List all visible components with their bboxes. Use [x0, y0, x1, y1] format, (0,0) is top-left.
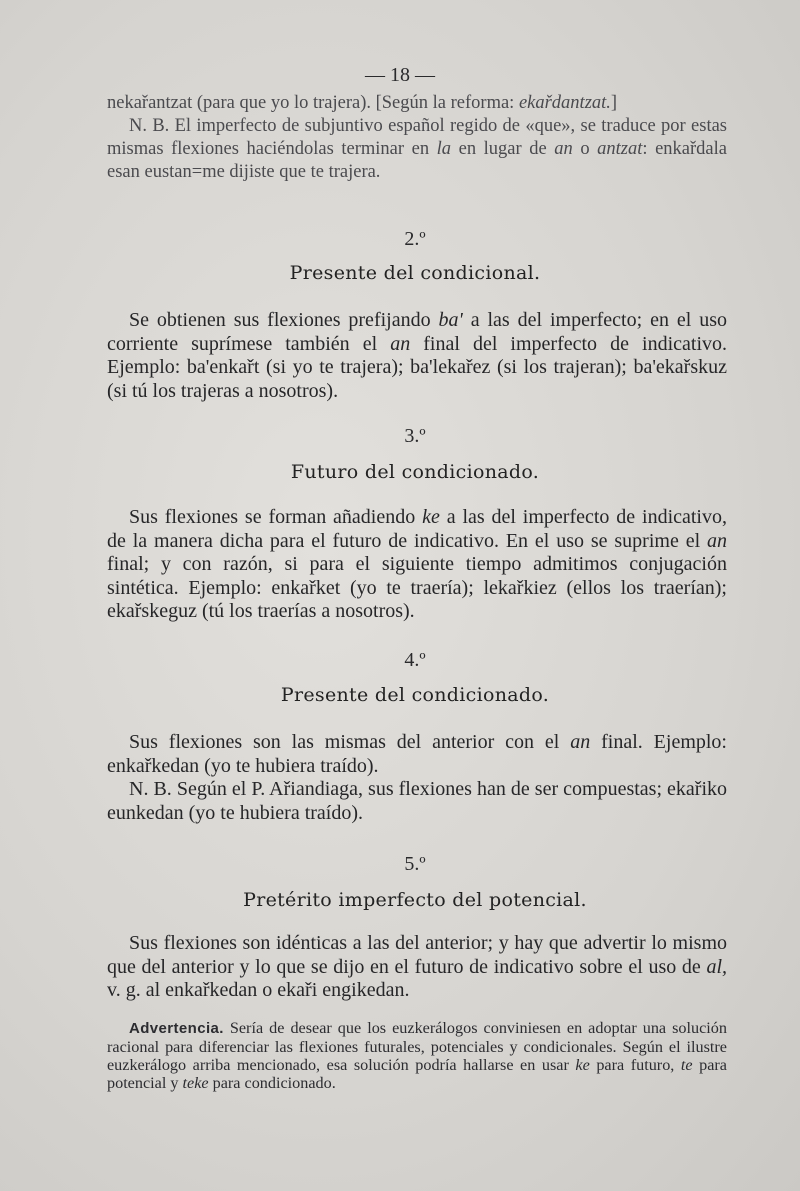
footnote — [107, 1019, 727, 1092]
nb-text: en lugar de — [451, 139, 555, 159]
section-body — [107, 309, 727, 403]
section-heading: Pretérito imperfecto del potencial. — [243, 889, 587, 911]
nb-paragraph: N. B. Según el P. Ařiandiaga, sus flexiones han de ser compuestas; ekařiko eunkedan (yo te hubiera traído). — [107, 778, 727, 824]
section-heading: Presente del condicionado. — [280, 684, 550, 706]
section-body — [107, 731, 727, 825]
section-number: 2.º — [404, 228, 426, 250]
section-body — [107, 506, 727, 624]
nb-italic-la: la — [436, 139, 452, 159]
nb-italic-antzat: antzat — [597, 139, 643, 159]
nb-text: o — [572, 139, 598, 159]
intro-block — [107, 92, 727, 184]
section-paragraph: Sus flexiones son las mismas del anterior con el an final. Ejemplo: enkařkedan (yo te hubiera traído). — [107, 731, 727, 777]
nb-paragraph — [107, 115, 727, 184]
section-number: 3.º — [404, 425, 426, 447]
section-number: 5.º — [404, 853, 426, 875]
section-paragraph: Se obtienen sus flexiones prefijando ba' a las del imperfecto; en el uso corriente suprímese también el an final del imperfecto de indicativo. Ejemplo: ba'enkařt (si yo te trajera); ba'lekařez (si los trajeran); ba'ekařskuz (si tú los trajeras a nosotros). — [107, 309, 727, 402]
nb-italic-an: an — [554, 139, 573, 159]
footnote-paragraph: Advertencia. Sería de desear que los euzkerálogos conviniesen en adoptar una solución racional para diferenciar las flexiones futurales, potenciales y condicionales. Según el ilustre euzkerálogo arriba mencionado, esa solución podría hallarse en usar ke para futuro, te para potencial y teke para condicionado. — [107, 1019, 727, 1092]
intro-paragraph — [107, 92, 727, 115]
section-paragraph: Sus flexiones son idénticas a las del anterior; y hay que advertir lo mismo que del anterior y lo que se dijo en el futuro de indicativo sobre el uso de al, v. g. al enkařkedan o ekaři engikedan. — [107, 932, 727, 1001]
section-number: 4.º — [404, 649, 426, 671]
footnote-label: Advertencia. — [129, 1020, 224, 1037]
page-number: — 18 — — [365, 64, 435, 86]
section-heading: Presente del condicional. — [289, 262, 541, 284]
intro-bracket: ] — [610, 93, 618, 113]
section-heading: Futuro del condicionado. — [290, 461, 540, 483]
reform-word: ekařdantzat. — [518, 93, 611, 113]
section-body — [107, 932, 727, 1003]
intro-text: nekařantzat (para que yo lo trajera). [Según la reforma: — [107, 93, 519, 113]
nb-text: N. B. El imperfecto de subjuntivo español regido de «que», se traduce por estas mismas flexiones haciéndolas terminar en — [107, 116, 727, 159]
nb-text: : enkařdala esan eustan=me dijiste que te trajera. — [107, 139, 727, 182]
section-paragraph: Sus flexiones se forman añadiendo ke a las del imperfecto de indicativo, de la manera dicha para el futuro de indicativo. En el uso se suprime el an final; y con razón, si para el siguiente tiempo admitimos conjugación sintética. Ejemplo: enkařket (yo te traería); lekařkiez (ellos los traerían); ekařskeguz (tú los traerías a nosotros). — [107, 506, 727, 622]
